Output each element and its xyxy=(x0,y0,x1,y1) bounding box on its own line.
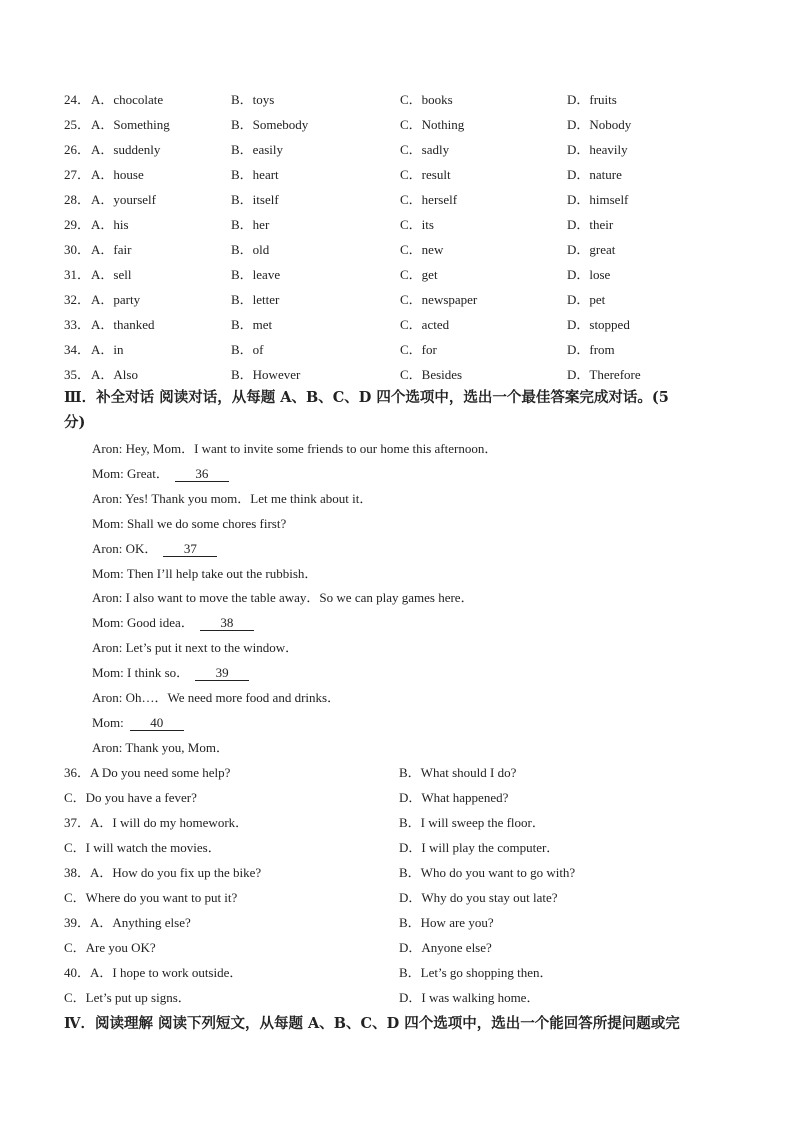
cloze-item-row xyxy=(64,217,744,235)
dialogue-option-left: C．Let’s put up signs． xyxy=(64,990,191,1005)
dialogue-option-right: D．Anyone else? xyxy=(399,940,492,955)
cloze-item-row xyxy=(64,92,744,110)
dialogue-option-row xyxy=(64,790,744,808)
cloze-option-d: D．nature xyxy=(567,167,622,182)
dialogue-line xyxy=(92,516,286,532)
dialogue-text: Aron: OK． xyxy=(92,540,158,556)
cloze-option-a: A．party xyxy=(91,292,141,307)
cloze-option-c: C．Nothing xyxy=(400,117,465,132)
cloze-option-d: D．great xyxy=(567,242,616,257)
dialogue-option-left: 36．A Do you need some help? xyxy=(64,765,231,780)
question-number: 32． xyxy=(64,292,91,307)
dialogue-option-row xyxy=(64,815,744,833)
dialogue-line xyxy=(92,615,254,631)
cloze-option-d: D．Therefore xyxy=(567,367,641,382)
dialogue-text: Mom: Good idea． xyxy=(92,615,194,631)
dialogue-line xyxy=(92,466,229,482)
cloze-item-row xyxy=(64,367,744,385)
dialogue-line xyxy=(92,590,474,606)
section-3-heading-line1: Ⅲ．补全对话 阅读对话，从每题 A、B、C、D 四个选项中，选出一个最佳答案完成对话。(5 xyxy=(64,389,669,406)
cloze-option-d: D．stopped xyxy=(567,317,630,332)
section-3-heading-cont xyxy=(64,413,85,433)
cloze-option-d: D．pet xyxy=(567,292,606,307)
dialogue-option-left: 40．A．I hope to work outside． xyxy=(64,965,243,980)
cloze-option-c: C．books xyxy=(400,92,453,107)
cloze-option-a: A．Also xyxy=(91,367,138,382)
cloze-option-c: C．new xyxy=(400,242,444,257)
cloze-option-c: C．Besides xyxy=(400,367,463,382)
cloze-option-b: B．However xyxy=(231,367,301,382)
dialogue-text: Mom: Then I’ll help take out the rubbish． xyxy=(92,565,318,581)
cloze-option-d: D．Nobody xyxy=(567,117,632,132)
cloze-option-a: A．fair xyxy=(91,242,132,257)
dialogue-line xyxy=(92,640,298,656)
cloze-option-c: C．sadly xyxy=(400,142,450,157)
cloze-option-d: D．their xyxy=(567,217,614,232)
cloze-option-a: A．house xyxy=(91,167,144,182)
cloze-item-row xyxy=(64,267,744,285)
cloze-option-b: B．letter xyxy=(231,292,280,307)
dialogue-option-right: D．I was walking home． xyxy=(399,990,540,1005)
section-3-heading xyxy=(64,388,669,408)
section-4-heading xyxy=(64,1014,680,1034)
answer-blank: 40 xyxy=(130,716,184,731)
question-number: 24． xyxy=(64,92,91,107)
question-number: 34． xyxy=(64,342,91,357)
cloze-item-row xyxy=(64,242,744,260)
dialogue-option-left: 39．A．Anything else? xyxy=(64,915,191,930)
cloze-option-b: B．of xyxy=(231,342,264,357)
cloze-option-b: B．Somebody xyxy=(231,117,309,132)
dialogue-line xyxy=(92,665,249,681)
dialogue-line xyxy=(92,441,497,457)
cloze-option-b: B．old xyxy=(231,242,270,257)
cloze-option-a: A．thanked xyxy=(91,317,155,332)
dialogue-text: Mom: I think so． xyxy=(92,665,190,681)
cloze-option-d: D．from xyxy=(567,342,615,357)
dialogue-line xyxy=(92,740,229,756)
cloze-option-d: D．fruits xyxy=(567,92,617,107)
section-3-heading-line2: 分) xyxy=(64,414,86,431)
cloze-option-b: B．her xyxy=(231,217,270,232)
dialogue-text: Aron: Oh…．We need more food and drinks． xyxy=(92,690,341,705)
cloze-option-c: C．newspaper xyxy=(400,292,478,307)
cloze-item-row xyxy=(64,117,744,135)
dialogue-option-right: D．I will play the computer． xyxy=(399,840,560,855)
dialogue-text: Aron: Let’s put it next to the window． xyxy=(92,640,299,656)
dialogue-text: Aron: Yes! Thank you mom．Let me think about it． xyxy=(92,490,373,506)
dialogue-option-row xyxy=(64,840,744,858)
dialogue-option-row xyxy=(64,940,744,958)
cloze-option-d: D．lose xyxy=(567,267,611,282)
cloze-option-b: B．heart xyxy=(231,167,279,182)
question-number: 35． xyxy=(64,367,91,382)
question-number: 27． xyxy=(64,167,91,182)
question-number: 31． xyxy=(64,267,91,282)
cloze-option-a: A．chocolate xyxy=(91,92,164,107)
dialogue-text: Aron: Hey, Mom．I want to invite some friends to our home this afternoon． xyxy=(92,441,498,456)
dialogue-option-right: B．How are you? xyxy=(399,915,494,930)
dialogue-option-right: B．Who do you want to go with? xyxy=(399,865,576,880)
dialogue-option-right: D．What happened? xyxy=(399,790,509,805)
cloze-option-b: B．toys xyxy=(231,92,275,107)
dialogue-option-row xyxy=(64,990,744,1008)
dialogue-option-left: 37．A．I will do my homework． xyxy=(64,815,249,830)
dialogue-line xyxy=(92,566,317,582)
cloze-option-c: C．acted xyxy=(400,317,450,332)
question-number: 28． xyxy=(64,192,91,207)
answer-blank: 37 xyxy=(163,542,217,557)
dialogue-text: Mom: Shall we do some chores first? xyxy=(92,515,287,531)
dialogue-option-row xyxy=(64,965,744,983)
dialogue-line xyxy=(92,541,217,557)
cloze-item-row xyxy=(64,317,744,335)
dialogue-text: Mom: Great． xyxy=(92,465,169,481)
cloze-option-a: A．in xyxy=(91,342,124,357)
cloze-option-a: A．Something xyxy=(91,117,170,132)
cloze-option-c: C．for xyxy=(400,342,437,357)
cloze-option-c: C．get xyxy=(400,267,438,282)
dialogue-option-right: B．Let’s go shopping then． xyxy=(399,965,553,980)
dialogue-option-right: D．Why do you stay out late? xyxy=(399,890,558,905)
cloze-option-b: B．itself xyxy=(231,192,279,207)
question-number: 33． xyxy=(64,317,91,332)
question-number: 30． xyxy=(64,242,91,257)
cloze-option-d: D．himself xyxy=(567,192,629,207)
cloze-option-b: B．leave xyxy=(231,267,281,282)
cloze-option-a: A．yourself xyxy=(91,192,156,207)
dialogue-option-row xyxy=(64,765,744,783)
dialogue-option-left: 38．A．How do you fix up the bike? xyxy=(64,865,262,880)
cloze-option-c: C．herself xyxy=(400,192,458,207)
cloze-option-b: B．easily xyxy=(231,142,283,157)
dialogue-line xyxy=(92,491,372,507)
cloze-option-a: A．his xyxy=(91,217,129,232)
dialogue-line xyxy=(92,690,340,706)
dialogue-text: Aron: I also want to move the table away．So we can play games here． xyxy=(92,590,474,606)
dialogue-option-left: C．Are you OK? xyxy=(64,940,156,955)
dialogue-option-left: C．I will watch the movies． xyxy=(64,840,221,855)
cloze-option-d: D．heavily xyxy=(567,142,628,157)
answer-blank: 36 xyxy=(175,467,229,482)
dialogue-option-row xyxy=(64,890,744,908)
section-4-heading-text: Ⅳ．阅读理解 阅读下列短文，从每题 A、B、C、D 四个选项中，选出一个能回答所提问题或完 xyxy=(64,1015,680,1032)
dialogue-option-right: B．What should I do? xyxy=(399,765,517,780)
dialogue-option-left: C．Where do you want to put it? xyxy=(64,890,238,905)
cloze-option-a: A．suddenly xyxy=(91,142,161,157)
cloze-item-row xyxy=(64,192,744,210)
cloze-item-row xyxy=(64,167,744,185)
cloze-item-row xyxy=(64,292,744,310)
dialogue-option-row xyxy=(64,865,744,883)
cloze-option-c: C．result xyxy=(400,167,451,182)
dialogue-option-left: C．Do you have a fever? xyxy=(64,790,197,805)
dialogue-text: Aron: Thank you, Mom． xyxy=(92,739,229,755)
question-number: 29． xyxy=(64,217,91,232)
question-number: 25． xyxy=(64,117,91,132)
dialogue-option-right: B．I will sweep the floor． xyxy=(399,815,545,830)
dialogue-text: Mom: xyxy=(92,714,124,730)
cloze-option-a: A．sell xyxy=(91,267,132,282)
cloze-option-b: B．met xyxy=(231,317,273,332)
cloze-item-row xyxy=(64,342,744,360)
cloze-option-c: C．its xyxy=(400,217,434,232)
dialogue-option-row xyxy=(64,915,744,933)
answer-blank: 39 xyxy=(195,666,249,681)
dialogue-line xyxy=(92,715,184,731)
question-number: 26． xyxy=(64,142,91,157)
cloze-item-row xyxy=(64,142,744,160)
answer-blank: 38 xyxy=(200,616,254,631)
